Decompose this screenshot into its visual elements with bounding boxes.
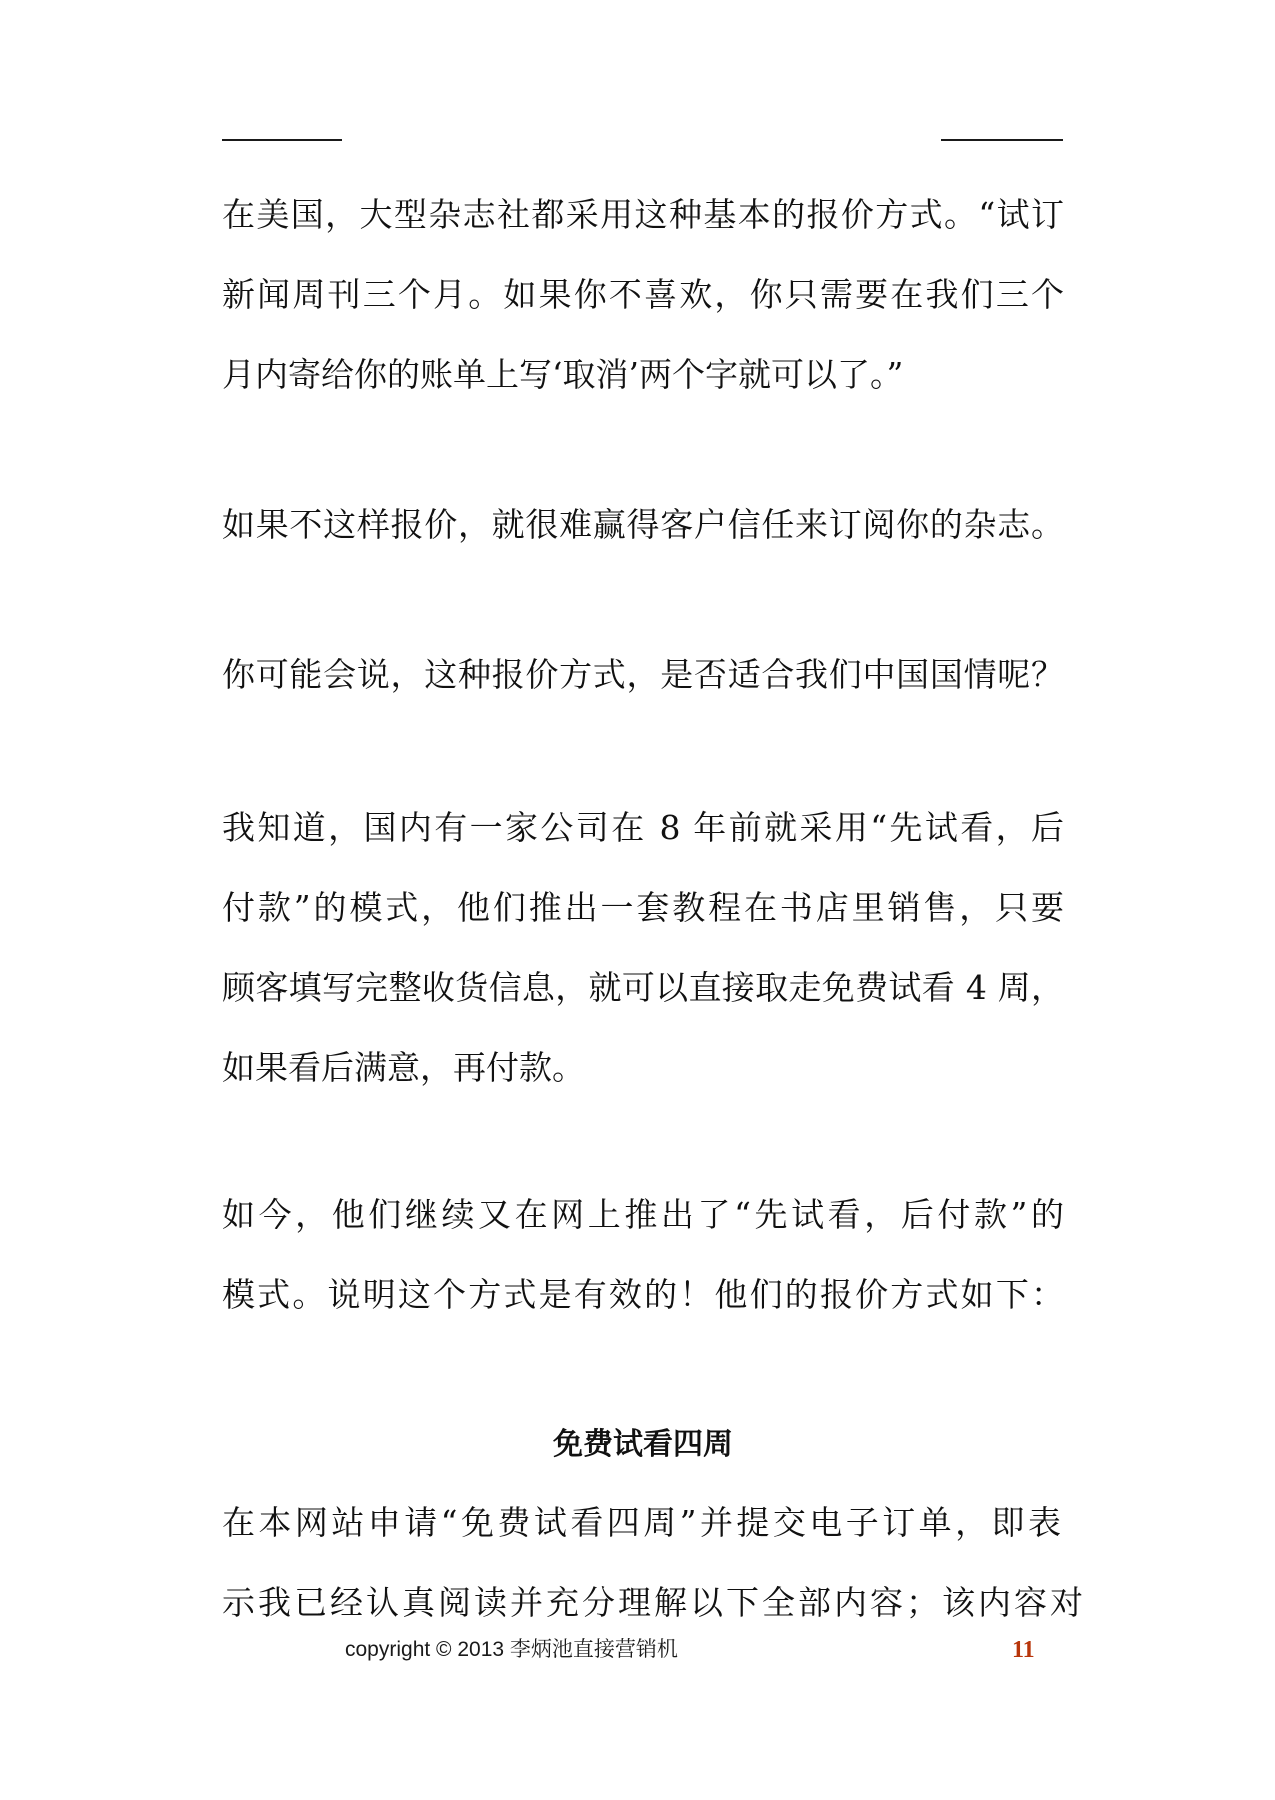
terms-line-1: 在本网站申请“免费试看四周”并提交电子订单，即表 xyxy=(222,1503,1064,1542)
terms-line-2: 示我已经认真阅读并充分理解以下全部内容；该内容对 xyxy=(222,1583,1086,1622)
paragraph-4-line-4: 如果看后满意，再付款。 xyxy=(222,1048,585,1087)
page-number: 11 xyxy=(1012,1637,1035,1663)
paragraph-4-line-1: 我知道，国内有一家公司在 8 年前就采用“先试看，后 xyxy=(222,808,1064,847)
header-rule-left xyxy=(222,139,342,141)
paragraph-5-line-1: 如今，他们继续又在网上推出了“先试看，后付款”的 xyxy=(222,1195,1064,1234)
paragraph-5-line-2: 模式。说明这个方式是有效的！他们的报价方式如下： xyxy=(222,1275,1064,1314)
section-heading: 免费试看四周 xyxy=(553,1427,733,1462)
paragraph-1-line-2: 新闻周刊三个月。如果你不喜欢，你只需要在我们三个 xyxy=(222,275,1064,314)
paragraph-3-line-1: 你可能会说，这种报价方式，是否适合我们中国国情呢？ xyxy=(222,655,1064,694)
paragraph-1-line-3: 月内寄给你的账单上写‘取消’两个字就可以了。” xyxy=(222,355,904,394)
paragraph-4-line-2: 付款”的模式，他们推出一套教程在书店里销售，只要 xyxy=(222,888,1064,927)
paragraph-1-line-1: 在美国，大型杂志社都采用这种基本的报价方式。“试订 xyxy=(222,195,1064,234)
header-rule-right xyxy=(941,139,1063,141)
paragraph-2-line-1: 如果不这样报价，就很难赢得客户信任来订阅你的杂志。 xyxy=(222,505,1064,544)
paragraph-4-line-3: 顾客填写完整收货信息，就可以直接取走免费试看 4 周， xyxy=(222,968,1064,1007)
footer-copyright: copyright © 2013 李炳池直接营销机 xyxy=(345,1638,678,1661)
